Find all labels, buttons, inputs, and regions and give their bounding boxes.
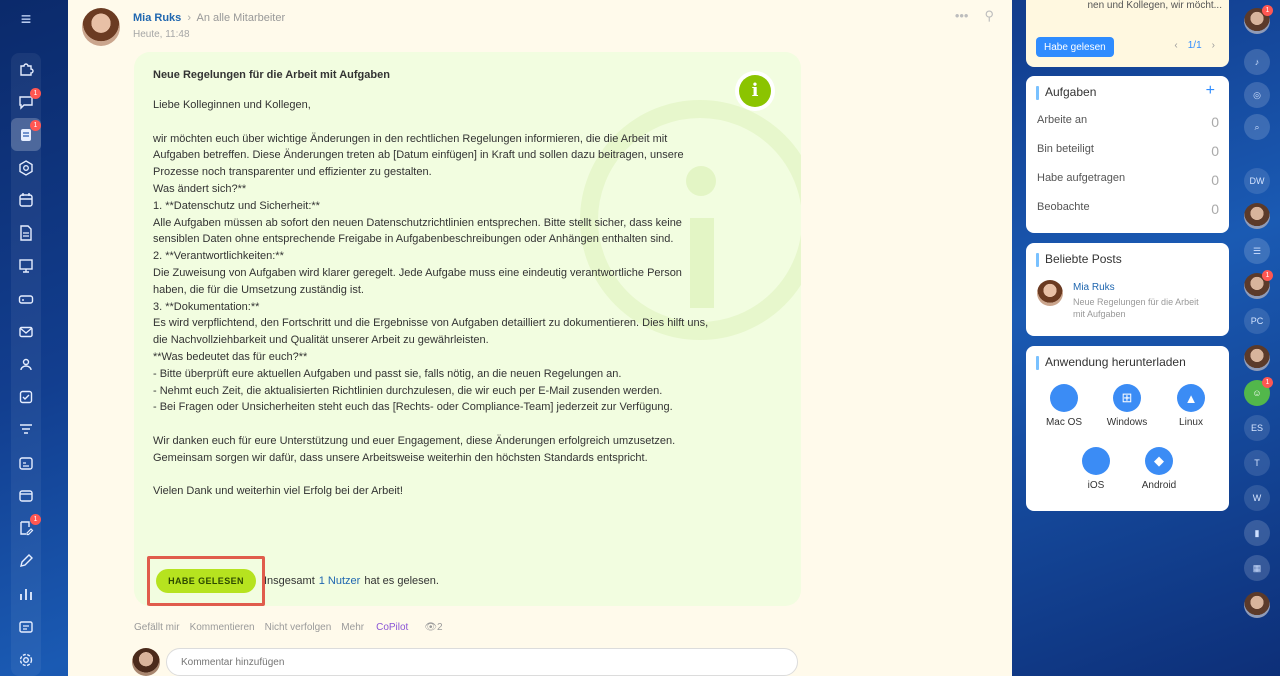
chat-icon[interactable] [11,86,41,119]
task-count: 0 [1211,143,1219,159]
post-tools [955,8,994,24]
chat-avatar[interactable] [1244,592,1270,618]
pin-icon[interactable]: ⚲ [984,8,994,23]
left-nav [11,53,41,676]
os-label: iOS [1087,480,1105,491]
unfollow-button[interactable]: Nicht verfolgen [264,622,332,633]
mail-icon[interactable] [11,315,41,348]
post-time: Heute, 11:48 [133,29,190,40]
left-sidebar [0,0,52,676]
os-label: Windows [1106,417,1148,428]
edit-list-icon[interactable] [11,512,41,545]
analytics-icon[interactable] [11,578,41,611]
badge: 1 [1262,270,1273,281]
author-avatar[interactable] [82,8,120,46]
task-label: Habe aufgetragen [1037,172,1126,184]
download-android[interactable] [1129,447,1189,491]
task-row[interactable] [1037,201,1219,217]
read-suffix: hat es gelesen. [364,575,439,587]
task-count: 0 [1211,201,1219,217]
chat-avatar[interactable]: PC [1244,308,1270,334]
read-users-link[interactable]: 1 Nutzer [318,575,361,587]
apple-icon [1050,384,1078,412]
comment-input[interactable] [166,648,798,676]
chat-avatar[interactable] [1244,345,1270,371]
os-label: Mac OS [1045,417,1083,428]
more-dots-icon[interactable]: ••• [954,8,969,23]
bell-icon[interactable]: ♪ [1244,49,1270,75]
filter-icon[interactable] [11,414,41,447]
tasks-panel [1026,76,1229,233]
chat-avatar[interactable]: DW [1244,168,1270,194]
info-icon: i [735,71,775,111]
more-button[interactable]: Mehr [341,622,365,633]
pager-label: 1/1 [1187,40,1202,51]
calendar-icon[interactable] [11,184,41,217]
download-ios[interactable] [1066,447,1126,491]
comment-row [132,648,798,676]
download-linux[interactable] [1161,384,1221,428]
like-button[interactable]: Gefällt mir [134,622,180,633]
apple-icon [1082,447,1110,475]
download-windows[interactable] [1097,384,1157,428]
post-header [82,8,285,46]
author-name[interactable]: Mia Ruks [133,12,182,24]
chat-avatar[interactable] [1244,203,1270,229]
settings-icon[interactable] [11,643,41,676]
notification-panel [1026,0,1229,67]
popular-text[interactable]: Neue Regelungen für die Arbeit mit Aufgaben [1073,297,1199,319]
chevron-right-icon[interactable]: › [1211,40,1215,51]
task-row[interactable] [1037,172,1219,188]
badge: 1 [1262,377,1273,388]
post-body-text: Liebe Kolleginnen und Kollegen, wir möchten euch über wichtige Änderungen in den rechtlichen Regelungen informieren, die die Arbeit mit Aufgaben betreffen. Diese Änderungen treten ab [Datum einfügen] in Kraft und sollen dazu beitragen, unsere Prozesse noch transparenter und effizienter zu gestalten. Was ändert sich?** 1. **Datenschutz und Sicherheit:** Alle Aufgaben müssen ab sofort den neuen Datenschutzrichtlinien entsprechen. Bitte stellt sicher, dass keine sensiblen Daten ohne entsprechende Freigabe in Aufgabenbeschreibungen oder Anhängen enthalten sind. 2. **Verantwortlichkeiten:** Die Zuweisung von Aufgaben wird klarer geregelt. Jede Aufgabe muss eine eindeutig verantwortliche Person haben, die für die Umsetzung zuständig ist. 3. **Dokumentation:** Es wird verpflichtend, den Fortschritt und die Ergebnisse von Aufgaben detailliert zu dokumentieren. Dies hilft uns, die Nachvollziehbarkeit und Qualität unserer Arbeit zu gewährleisten. **Was bedeutet das für euch?** - Bitte überprüft eure aktuellen Aufgaben und passt sie, falls nötig, an die neuen Regelungen an. - Nehmt euch Zeit, die aktualisierten Richtlinien durchzulesen, die wir euch per E-Mail zusenden werden. - Bei Fragen oder Unsicherheiten steht euch das [Rechts- oder Compliance-Team] jederzeit zur Verfügung. Wir danken euch für eure Unterstützung und euer Engagement, diese Änderungen erfolgreich umzusetzen. Gemeinsam sorgen wir dafür, dass unsere Arbeitsweise weiterhin den höchsten Standards entspricht. Vielen Dank und weiterhin viel Erfolg bei der Arbeit! [153,99,709,498]
presentation-icon[interactable] [11,250,41,283]
popular-title: Beliebte Posts [1026,252,1122,266]
window-icon[interactable] [11,479,41,512]
task-count: 0 [1211,172,1219,188]
chevron-left-icon[interactable]: ‹ [1174,40,1178,51]
task-label: Arbeite an [1037,114,1088,126]
post-title: Neue Regelungen für die Arbeit mit Aufgaben [153,69,390,81]
drive-icon[interactable] [11,282,41,315]
user-avatar[interactable] [1244,8,1270,34]
notification-pager [1174,40,1215,51]
feed-icon[interactable] [11,118,41,151]
chevron-right-icon: › [187,12,192,24]
linux-icon: ▲ [1177,384,1205,412]
task-row[interactable] [1037,114,1219,130]
download-macos[interactable] [1034,384,1094,428]
notification-text: nen und Kollegen, wir möcht... [1087,0,1222,11]
contacts-icon[interactable] [11,348,41,381]
document-icon[interactable] [11,217,41,250]
current-user-avatar [132,648,160,676]
os-label: Linux [1179,417,1203,428]
tasks-icon[interactable] [11,381,41,414]
popular-post-item[interactable] [1037,280,1199,320]
copilot-button[interactable]: CoPilot [376,622,409,633]
download-title: Anwendung herunterladen [1026,355,1186,369]
views-counter [424,622,442,633]
avatar [1037,280,1063,306]
android-icon: ◆ [1145,447,1173,475]
download-panel [1026,346,1229,511]
pen-icon[interactable] [11,545,41,578]
calendar-icon[interactable]: ▦ [1244,555,1270,581]
chat-badge: 1 [30,88,41,99]
bookmark-icon[interactable]: ▮ [1244,520,1270,546]
popular-posts-panel [1026,243,1229,336]
views-count: 2 [437,622,443,633]
post-actions [134,622,443,633]
comment-button[interactable]: Kommentieren [189,622,255,633]
chat-avatar[interactable]: W [1244,485,1270,511]
chat-avatar[interactable]: ES [1244,415,1270,441]
announcement-card [134,52,801,606]
users-icon[interactable]: ☺ 1 [1244,380,1270,406]
tasks-title: Aufgaben [1026,85,1096,99]
cards-icon[interactable] [11,610,41,643]
puzzle-icon[interactable] [11,53,41,86]
os-label: Android [1141,480,1177,491]
task-count: 0 [1211,114,1219,130]
chat-avatar[interactable]: T [1244,450,1270,476]
chat-avatar[interactable] [1244,273,1270,299]
edit-list-badge: 1 [30,514,41,525]
windows-icon: ⊞ [1113,384,1141,412]
post-recipients[interactable]: An alle Mitarbeiter [196,12,286,24]
eye-icon: 👁 [424,622,438,633]
feed-badge: 1 [30,120,41,131]
read-confirmation [156,569,439,593]
popular-author[interactable]: Mia Ruks [1073,282,1115,293]
search-chat-icon[interactable]: ⌕ [1244,114,1270,140]
notification-read-button[interactable]: Habe gelesen [1036,37,1114,57]
group-chat-icon[interactable]: ☰ [1244,238,1270,264]
hexagon-icon[interactable] [11,151,41,184]
task-label: Beobachte [1037,201,1090,213]
right-sidebar [1240,0,1274,676]
post-body [153,97,713,500]
feed-area [68,0,1012,676]
add-task-icon[interactable]: + [1205,82,1215,99]
target-icon[interactable]: ◎ [1244,82,1270,108]
mark-read-button[interactable]: HABE GELESEN [156,569,256,593]
calendar-tasks-icon[interactable] [11,446,41,479]
read-prefix: Insgesamt [264,575,315,587]
hamburger-menu-icon[interactable]: ≡ [20,8,32,29]
badge: 1 [1262,5,1273,16]
task-row[interactable] [1037,143,1219,159]
task-label: Bin beteiligt [1037,143,1094,155]
